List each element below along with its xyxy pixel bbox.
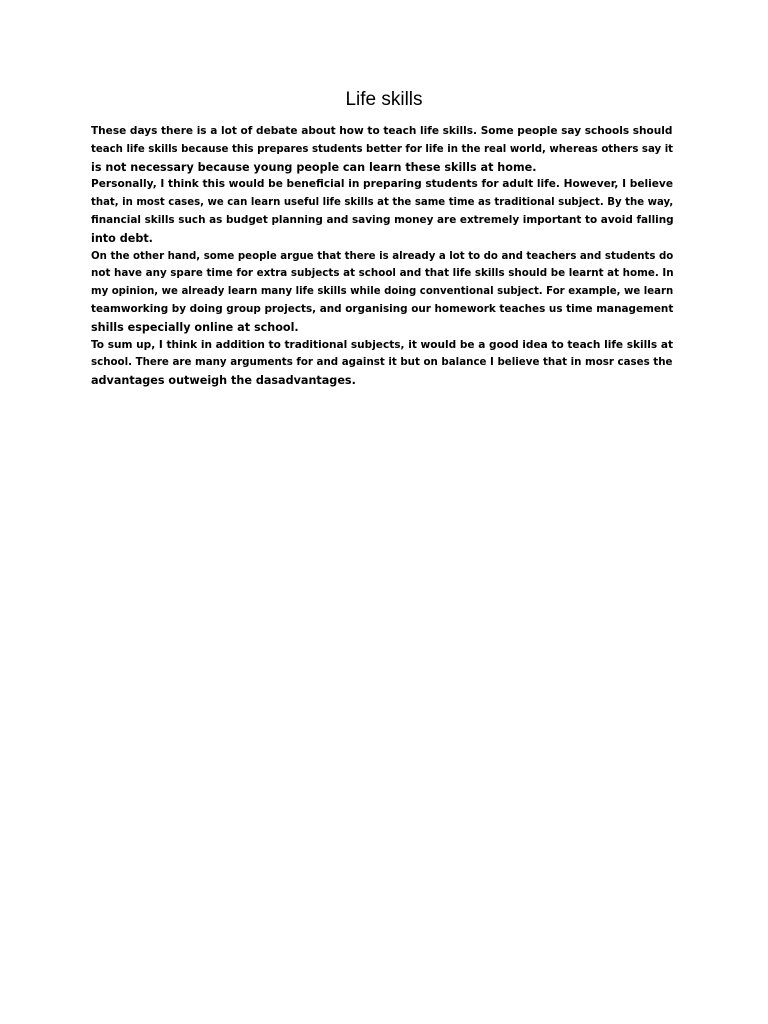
text-line: is not necessary because young people can learn these skills at home. <box>91 160 537 174</box>
paragraph-counter-argument <box>91 248 676 337</box>
text-line: teamworking by doing group projects, and organising our homework teaches us time management <box>91 302 674 315</box>
paragraph-intro <box>91 123 676 176</box>
text-line: advantages outweigh the dasadvantages. <box>91 374 356 388</box>
text-line: shills especially online at school. <box>91 320 299 334</box>
paragraph-conclusion <box>91 337 676 390</box>
text-line: These days there is a lot of debate about how to teach life skills. Some people say schools should <box>91 125 673 137</box>
text-line: To sum up, I think in addition to traditional subjects, it would be a good idea to teach life skills at <box>91 338 674 351</box>
document-title: Life skills <box>345 89 423 110</box>
text-line: my opinion, we already learn many life skills while doing conventional subject. For example, we learn <box>91 286 674 298</box>
document-body <box>91 123 676 390</box>
text-line: that, in most cases, we can learn useful life skills at the same time as traditional subject. By the way, <box>91 197 674 209</box>
text-line: not have any spare time for extra subjects at school and that life skills should be learnt at home. In <box>91 267 674 280</box>
text-line: Personally, I think this would be beneficial in preparing students for adult life. However, I believe <box>91 178 673 191</box>
paragraph-personal-view <box>91 176 676 247</box>
text-line: teach life skills because this prepares students better for life in the real world, whereas others say it <box>91 143 674 155</box>
text-line: On the other hand, some people argue that there is already a lot to do and teachers and students do <box>91 250 674 262</box>
text-line: school. There are many arguments for and against it but on balance I believe that in mosr cases the <box>91 356 673 369</box>
text-line: into debt. <box>91 231 153 245</box>
text-line: financial skills such as budget planning and saving money are extremely important to avoid falling <box>91 213 674 226</box>
